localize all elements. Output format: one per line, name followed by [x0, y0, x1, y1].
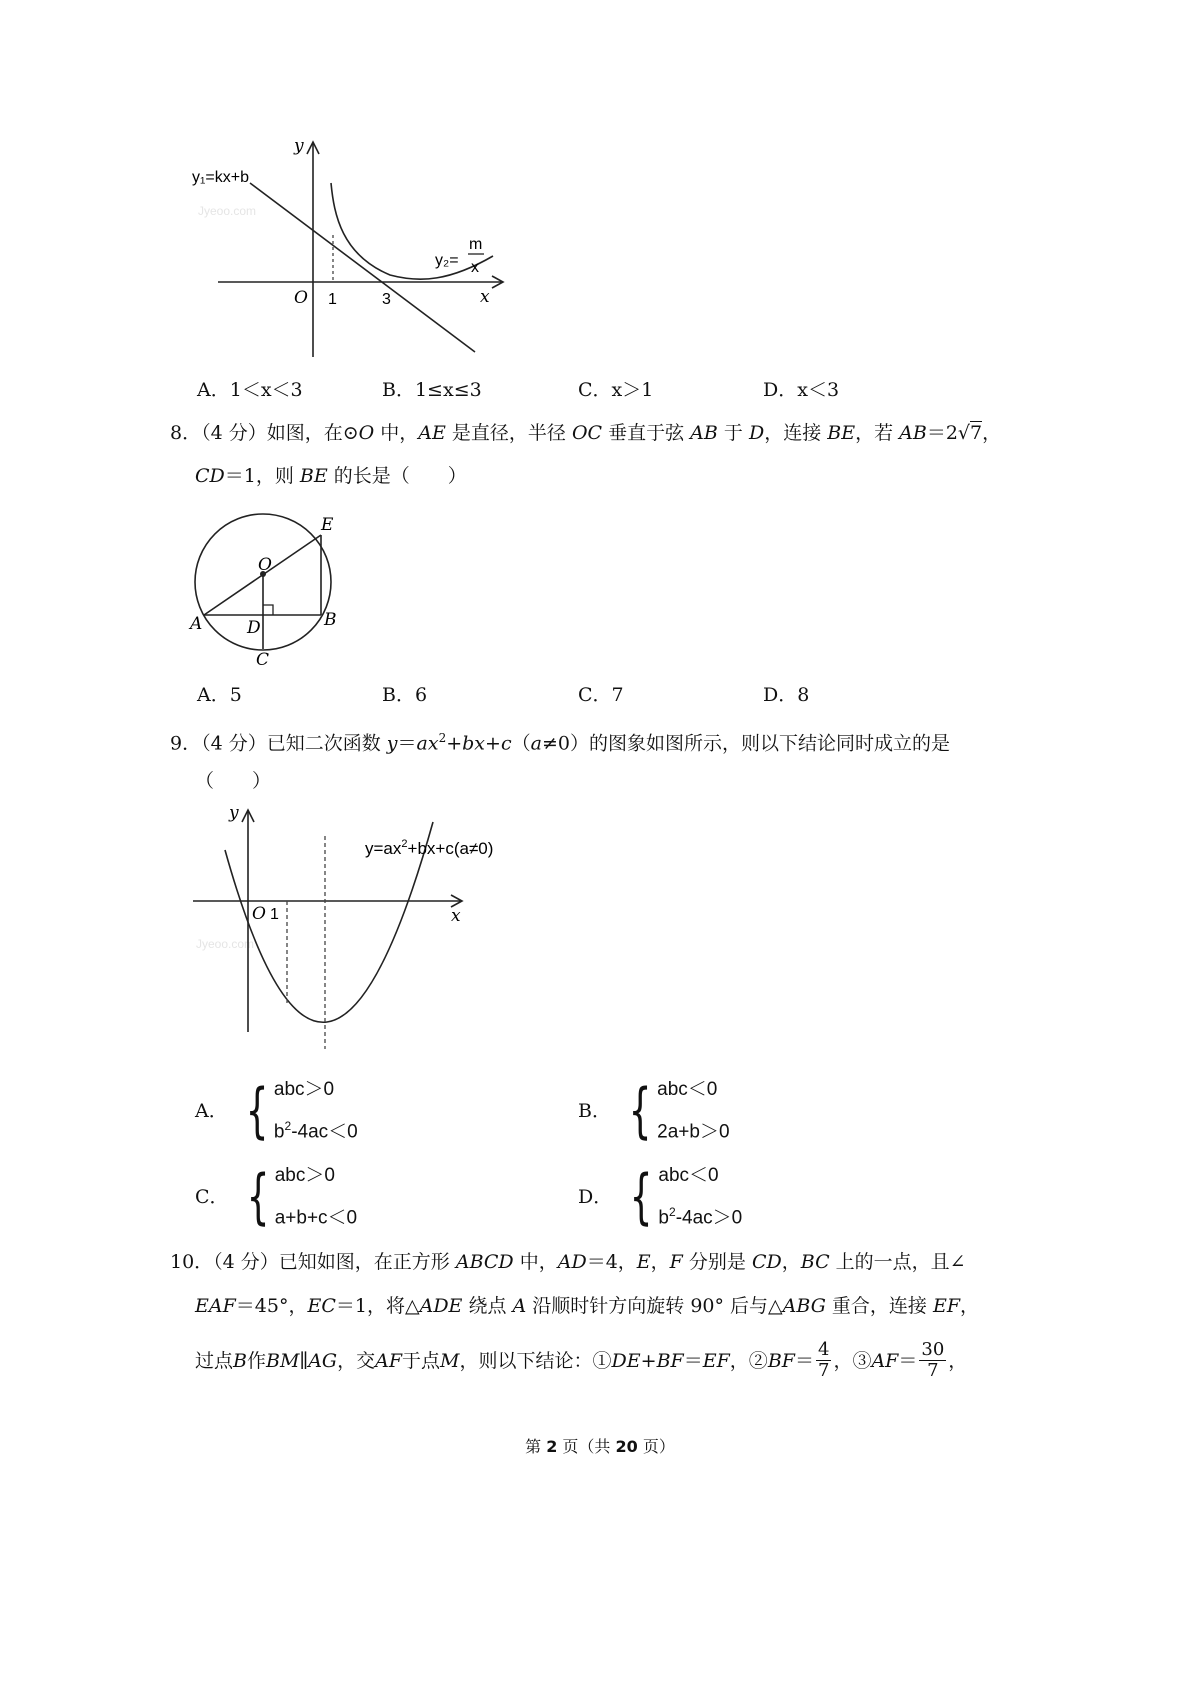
q9-option-c[interactable]: C． { abc＞0 a+b+c＜0	[195, 1158, 357, 1236]
q9-stem-line2: （ ）	[195, 770, 272, 792]
q10-stem-line2: EAF＝45°，EC＝1，将△ADE 绕点 A 沿顺时针方向旋转 90° 后与△ABG 重合，连接 EF，	[195, 1295, 980, 1317]
sqrt-radicand: 7	[970, 422, 983, 444]
q9-option-a[interactable]: A． { abc＞0 $b^2-4ac<0$	[195, 1072, 358, 1150]
curve-label-num: m	[469, 236, 483, 253]
q10-stem-line3: 过点 B 作 BM ∥ AG ，交 AF 于点 M ，则以下结论：① DE + BF ＝ EF ，② BF ＝ $\frac{4}{7}$ ，③ AF ＝ $\frac{30}{7}$ ，	[195, 1339, 968, 1381]
option-text: 1＜x＜3	[229, 379, 303, 401]
label-c: C	[256, 650, 270, 668]
tick-1-label: 1	[328, 291, 337, 308]
system-of-inequalities: abc＜0 2a+b＞0	[657, 1079, 730, 1143]
x-axis-label: x	[451, 906, 461, 926]
option-text: 8	[797, 684, 810, 706]
q8-stem-line1: 8．（4 分）如图，在⊙O 中，AE 是直径，半径 OC 垂直于弦 AB 于 D，连接 BE，若 AB＝2√7，	[170, 422, 1002, 444]
sqrt-symbol: √	[957, 422, 971, 444]
label-o: O	[258, 555, 272, 575]
brace-icon: {	[628, 1076, 652, 1147]
y-axis-label: y	[294, 136, 304, 156]
curve-label-den: x	[471, 259, 479, 276]
option-text: 5	[229, 684, 242, 706]
q8-stem-line2: CD＝1，则 BE 的长是（ ）	[195, 465, 467, 487]
brace-icon: {	[245, 1076, 269, 1147]
q7-graph	[190, 135, 520, 365]
q8-option-a[interactable]: A．5	[197, 684, 242, 706]
line-label: y₁=kx+b	[192, 169, 249, 186]
q8-option-d[interactable]: D．8	[763, 684, 810, 706]
current-page-number: 2	[546, 1437, 558, 1456]
q7-option-c[interactable]: C．x＞1	[578, 379, 654, 401]
system-of-inequalities: abc＜0 $b^2-4ac>0$	[658, 1165, 743, 1229]
q7-option-b[interactable]: B．1≤x≤3	[382, 379, 482, 401]
fraction-4-7: $\frac{4}{7}$	[817, 1339, 830, 1381]
watermark: Jyeoo.com	[198, 204, 257, 218]
total-page-count: 20	[615, 1437, 638, 1456]
label-a: A	[190, 614, 203, 634]
y-axis-label: y	[229, 803, 239, 823]
q8-option-b[interactable]: B．6	[382, 684, 428, 706]
system-of-inequalities: abc＞0 $b^2-4ac<0$	[273, 1079, 358, 1143]
q9-option-b[interactable]: B． { abc＜0 2a+b＞0	[578, 1072, 730, 1150]
q10-stem-line1: 10．（4 分）已知如图，在正方形 ABCD 中，AD＝4，E，F 分别是 CD，BC 上的一点，且∠	[170, 1251, 966, 1273]
q9-option-d[interactable]: D． { abc＜0 $b^2-4ac>0$	[578, 1158, 742, 1236]
fraction-30-7: $\frac{30}{7}$	[921, 1339, 945, 1381]
option-text: 6	[414, 684, 428, 706]
brace-icon: {	[246, 1162, 270, 1233]
option-text: 1≤x≤3	[414, 379, 482, 401]
q8-circle-figure	[188, 508, 348, 668]
watermark: Jyeoo.com	[196, 937, 255, 951]
tick-3-label: 3	[382, 291, 391, 308]
q9-stem-line1: 9．（4 分）已知二次函数 $y=ax^2+bx+c(a\ne 0)$的图象如图所示，则以下结论同时成立的是	[170, 731, 950, 755]
page-footer: 第 2 页（共 20 页）	[525, 1437, 675, 1456]
q9-parabola-graph	[188, 800, 518, 1060]
right-angle-mark	[263, 605, 273, 615]
label-b: B	[324, 610, 337, 630]
label-e: E	[321, 515, 334, 535]
label-d: D	[247, 618, 261, 638]
option-text: 7	[611, 684, 624, 706]
function-label: $y=ax^2+bx+c(a\ne 0)$	[365, 838, 494, 858]
curve-label-lhs: y₂=	[435, 252, 459, 269]
origin-label: O	[294, 288, 308, 308]
curve-y2	[331, 183, 493, 279]
system-of-inequalities: abc＞0 a+b+c＜0	[274, 1165, 358, 1229]
q7-option-a[interactable]: A．1＜x＜3	[197, 379, 303, 401]
option-text: x＜3	[797, 379, 840, 401]
q8-option-c[interactable]: C．7	[578, 684, 624, 706]
origin-label: O	[252, 904, 266, 924]
option-text: x＞1	[611, 379, 654, 401]
brace-icon: {	[629, 1162, 653, 1233]
tick-1-label: 1	[270, 906, 279, 923]
q7-option-d[interactable]: D．x＜3	[763, 379, 840, 401]
x-axis-label: x	[480, 287, 490, 307]
